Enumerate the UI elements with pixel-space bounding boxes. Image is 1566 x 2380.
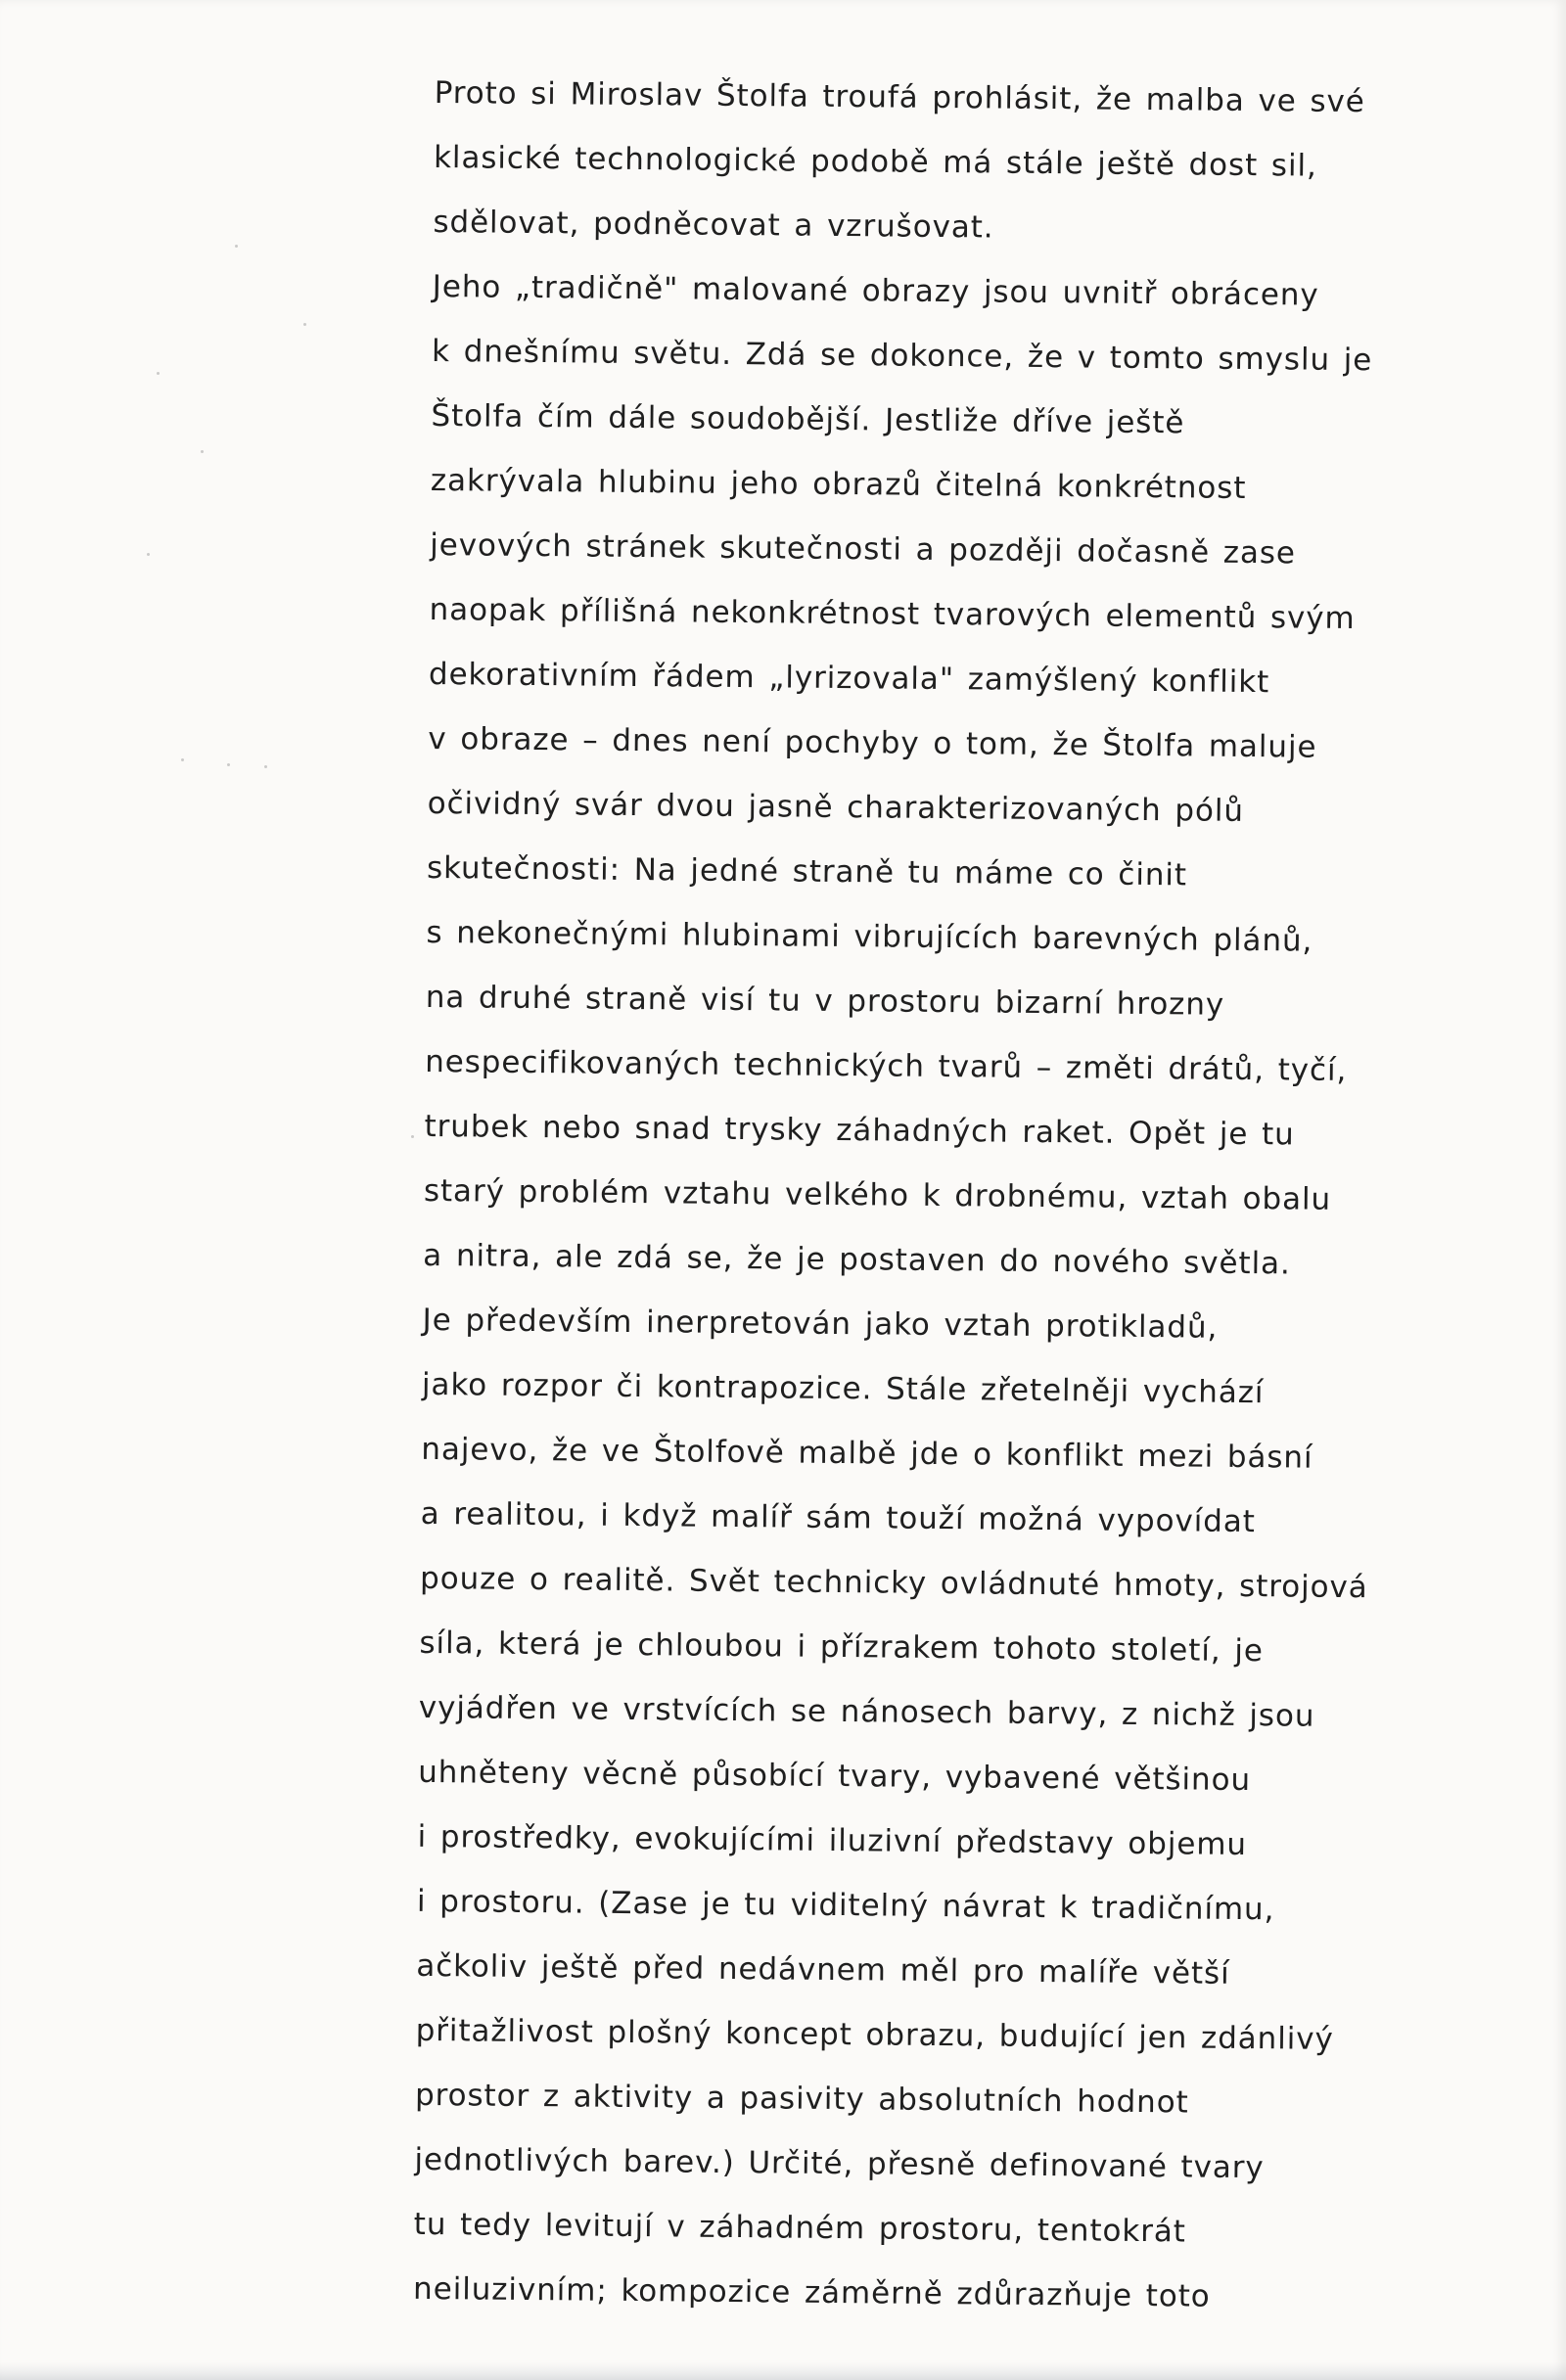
paper-speck bbox=[157, 372, 160, 375]
text-line: vyjádřen ve vrstvících se nánosech barvy, z nichž jsou bbox=[418, 1689, 1315, 1734]
text-line: trubek nebo snad trysky záhadných raket. Opět je tu bbox=[424, 1108, 1295, 1153]
paper-speck bbox=[264, 765, 267, 768]
text-line: i prostoru. (Zase je tu viditelný návrat k tradičnímu, bbox=[416, 1883, 1275, 1928]
text-line: přitažlivost plošný koncept obrazu, budující jen zdánlivý bbox=[415, 2012, 1334, 2057]
text-line: naopak přílišná nekonkrétnost tvarových elementů svým bbox=[429, 591, 1356, 637]
text-line: uhněteny věcně působící tvary, vybavené většinou bbox=[418, 1754, 1252, 1799]
text-line: klasické technologické podobě má stále ještě dost sil, bbox=[433, 139, 1317, 184]
text-line: najevo, že ve Štolfově malbě jde o konflikt mezi básní bbox=[421, 1431, 1313, 1476]
text-line: neiluzivním; kompozice záměrně zdůrazňuje toto bbox=[412, 2270, 1211, 2314]
text-line: s nekonečnými hlubinami vibrujících barevných plánů, bbox=[426, 914, 1313, 959]
text-line: pouze o realitě. Svět technicky ovládnuté hmoty, strojová bbox=[419, 1560, 1368, 1606]
text-line: Je především inerpretován jako vztah protikladů, bbox=[422, 1302, 1219, 1346]
text-line: jevových stránek skutečnosti a později dočasně zase bbox=[430, 526, 1297, 572]
body-text bbox=[413, 61, 1433, 2331]
text-line: prostor z aktivity a pasivity absolutních hodnot bbox=[414, 2077, 1189, 2121]
text-line: i prostředky, evokujícími iluzivní představy objemu bbox=[417, 1818, 1248, 1863]
text-line: Proto si Miroslav Štolfa troufá prohlásit, že malba ve své bbox=[434, 74, 1365, 120]
paper-speck bbox=[235, 245, 238, 248]
text-line: zakrývala hlubinu jeho obrazů čitelná konkrétnost bbox=[430, 462, 1247, 506]
paper-speck bbox=[201, 450, 204, 453]
text-line: v obraze – dnes není pochyby o tom, že Štolfa maluje bbox=[428, 720, 1317, 765]
paper-speck bbox=[411, 1135, 414, 1138]
text-line: Jeho „tradičně" malované obrazy jsou uvnitř obráceny bbox=[432, 268, 1319, 313]
text-line: skutečnosti: Na jedné straně tu máme co činit bbox=[426, 849, 1188, 893]
text-line: Štolfa čím dále soudobější. Jestliže dříve ještě bbox=[431, 397, 1185, 441]
text-line: a realitou, i když malíř sám touží možná vypovídat bbox=[420, 1495, 1256, 1540]
text-line: nespecifikovaných technických tvarů – změti drátů, tyčí, bbox=[425, 1043, 1348, 1088]
text-line: tu tedy levitují v záhadném prostoru, tentokrát bbox=[413, 2206, 1186, 2250]
text-line: starý problém vztahu velkého k drobnému, vztah obalu bbox=[423, 1172, 1332, 1217]
text-line: dekorativním řádem „lyrizovala" zamýšlený konflikt bbox=[428, 656, 1270, 701]
paper-speck bbox=[181, 758, 184, 761]
text-line: jako rozpor či kontrapozice. Stále zřetelněji vychází bbox=[421, 1366, 1265, 1411]
text-line: očividný svár dvou jasně charakterizovaných pólů bbox=[427, 785, 1245, 829]
text-line: a nitra, ale zdá se, že je postaven do nového světla. bbox=[423, 1237, 1291, 1282]
paper-speck bbox=[227, 763, 230, 766]
text-line: ačkoliv ještě před nedávnem měl pro malíře větší bbox=[416, 1947, 1230, 1991]
text-line: na druhé straně visí tu v prostoru bizarní hrozny bbox=[425, 979, 1225, 1023]
paper-speck bbox=[303, 323, 306, 326]
text-line: sdělovat, podněcovat a vzrušovat. bbox=[433, 204, 994, 246]
text-line: jednotlivých barev.) Určité, přesně definované tvary bbox=[414, 2141, 1265, 2186]
text-line: síla, která je chloubou i přízrakem tohoto století, je bbox=[419, 1625, 1264, 1670]
text-line: k dnešnímu světu. Zdá se dokonce, že v tomto smyslu je bbox=[431, 333, 1373, 379]
paper-speck bbox=[147, 553, 150, 556]
